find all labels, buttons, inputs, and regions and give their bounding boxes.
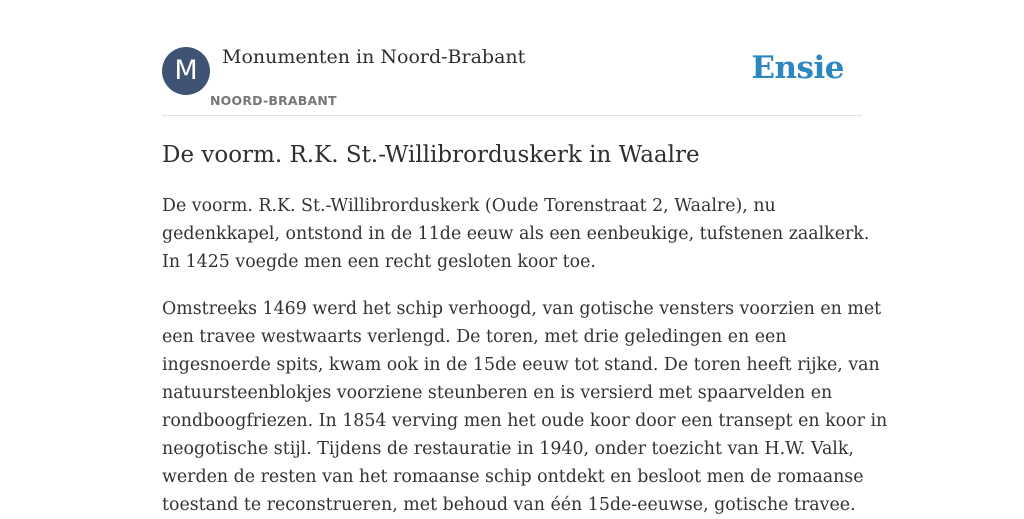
header <box>162 0 862 116</box>
paragraph-line: natuursteenblokjes voorziene steunberen en is versierd met spaarvelden en <box>162 383 833 403</box>
page <box>162 0 888 519</box>
avatar[interactable]: M <box>162 47 210 95</box>
brand-logo[interactable]: Ensie <box>751 50 844 86</box>
article-title: De voorm. R.K. St.-Willibrorduskerk in Waalre <box>162 142 700 168</box>
paragraph-line: De voorm. R.K. St.-Willibrorduskerk (Oude Torenstraat 2, Waalre), nu <box>162 196 776 216</box>
article <box>162 140 888 519</box>
paragraph-line: gedenkkapel, ontstond in de 11de eeuw als een eenbeukige, tufstenen zaalkerk. <box>162 224 870 244</box>
paragraph-line: werden de resten van het romaanse schip ontdekt en besloot men de romaanse <box>162 467 864 487</box>
site-title-link[interactable]: Monumenten in Noord-Brabant <box>222 46 526 68</box>
paragraph-line: neogotische stijl. Tijdens de restauratie in 1940, onder toezicht van H.W. Valk, <box>162 439 854 459</box>
paragraph-line: toestand te reconstrueren, met behoud van één 15de-eeuwse, gotische travee. <box>162 495 856 515</box>
article-paragraph-1 <box>162 192 870 276</box>
paragraph-line: rondboogfriezen. In 1854 verving men het oude koor door een transept en koor in <box>162 411 888 431</box>
paragraph-line: ingesnoerde spits, kwam ook in de 15de eeuw tot stand. De toren heeft rijke, van <box>162 355 880 375</box>
paragraph-line: een travee westwaarts verlengd. De toren, met drie geledingen en een <box>162 327 787 347</box>
paragraph-line: In 1425 voegde men een recht gesloten koor toe. <box>162 252 596 272</box>
category-link[interactable]: NOORD-BRABANT <box>210 93 337 108</box>
article-paragraph-2 <box>162 295 888 519</box>
paragraph-line: Omstreeks 1469 werd het schip verhoogd, van gotische vensters voorzien en met <box>162 299 882 319</box>
